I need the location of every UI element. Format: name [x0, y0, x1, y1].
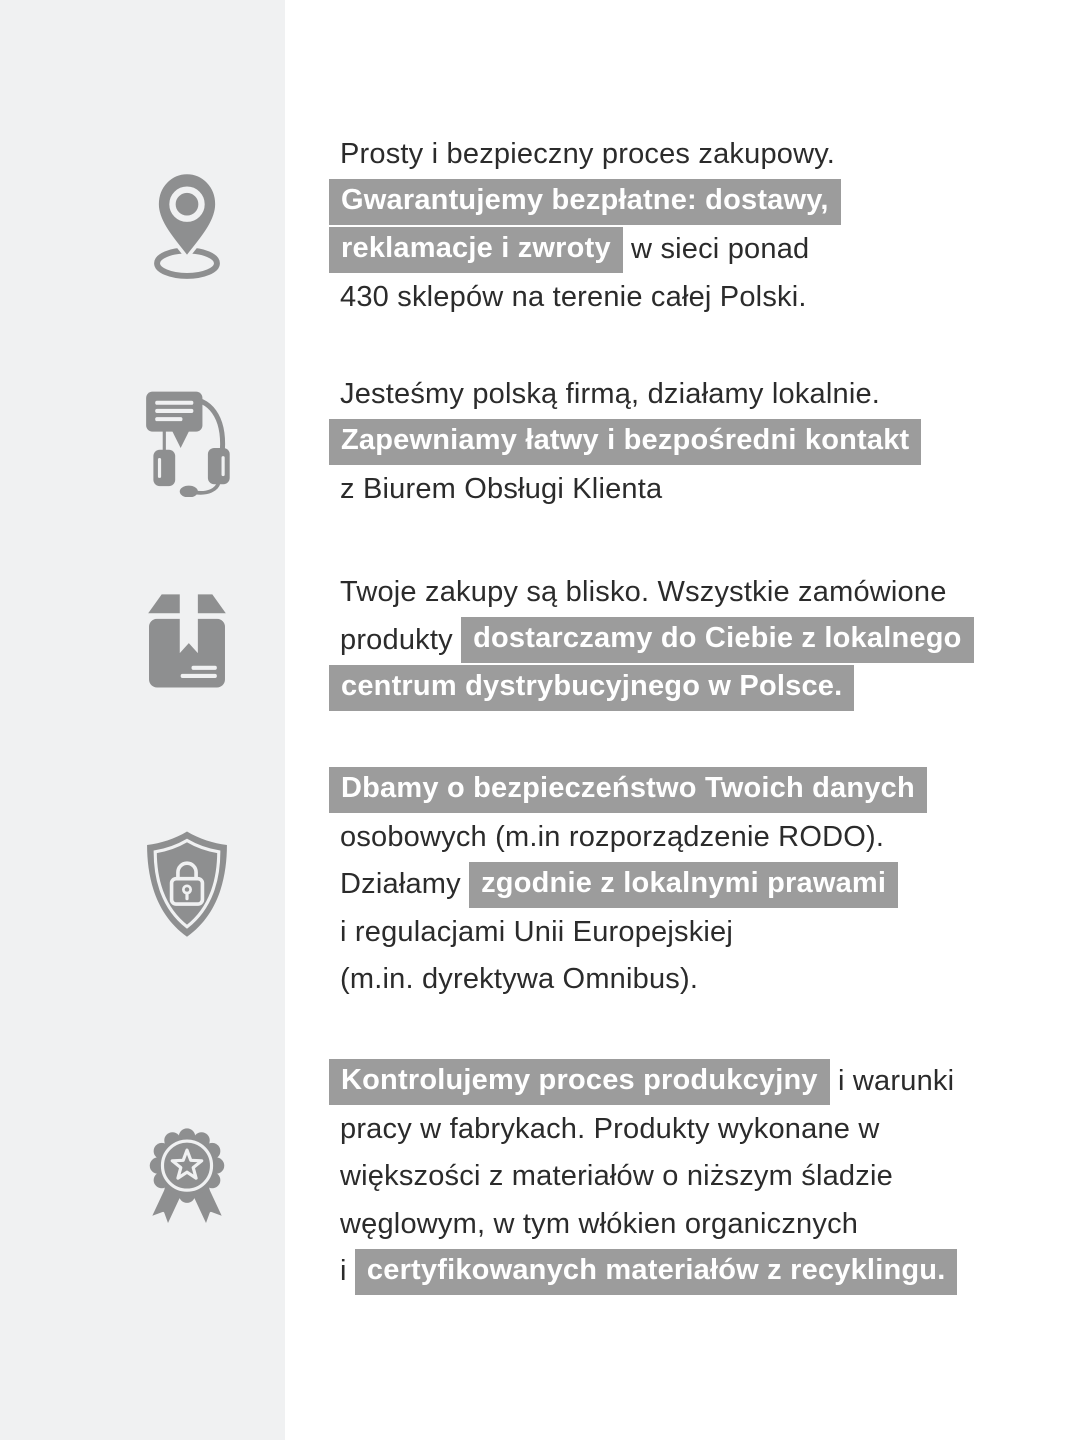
feature-text	[285, 766, 1080, 1004]
text-segment: produkty	[340, 623, 462, 656]
text-line	[340, 909, 1080, 957]
text-line	[340, 274, 1080, 322]
package-icon	[137, 588, 237, 692]
text-segment: większości z materiałów o niższym śladzie	[340, 1160, 893, 1193]
icon-cell	[0, 588, 285, 692]
feature-block-delivery	[0, 569, 1080, 712]
text-line	[340, 1153, 1080, 1201]
highlighted-text-segment: centrum dystrybucyjnego w Polsce.	[329, 665, 854, 711]
highlighted-text-segment: Kontrolujemy proces produkcyjny	[329, 1059, 830, 1105]
text-line	[340, 131, 1080, 179]
text-segment: Twoje zakupy są blisko. Wszystkie zamówione	[340, 576, 947, 609]
text-line	[340, 371, 1080, 419]
feature-text	[285, 371, 1080, 514]
highlighted-text-segment: zgodnie z lokalnymi prawami	[469, 862, 898, 908]
feature-block-stores	[0, 131, 1080, 321]
text-segment: Prosty i bezpieczny proces zakupowy.	[340, 138, 836, 171]
feature-block-privacy	[0, 766, 1080, 1004]
text-line	[340, 226, 1080, 274]
highlighted-text-segment: Zapewniamy łatwy i bezpośredni kontakt	[329, 419, 921, 465]
text-line	[340, 766, 1080, 814]
feature-block-contact	[0, 371, 1080, 514]
text-line	[340, 569, 1080, 617]
highlighted-text-segment: dostarczamy do Ciebie z lokalnego	[461, 617, 973, 663]
text-segment: 430 sklepów na terenie całej Polski.	[340, 280, 807, 313]
text-line	[340, 664, 1080, 712]
text-line	[340, 466, 1080, 514]
feature-block-production	[0, 1058, 1080, 1296]
text-segment: pracy w fabrykach. Produkty wykonane w	[340, 1112, 880, 1145]
highlighted-text-segment: Dbamy o bezpieczeństwo Twoich danych	[329, 767, 927, 813]
highlighted-text-segment: reklamacje i zwroty	[329, 227, 623, 273]
highlighted-text-segment: Gwarantujemy bezpłatne: dostawy,	[329, 179, 841, 225]
text-line	[340, 956, 1080, 1004]
text-line	[340, 861, 1080, 909]
icon-cell	[0, 167, 285, 285]
location-pin-icon	[137, 167, 237, 285]
text-line	[340, 1201, 1080, 1249]
text-segment: z Biurem Obsługi Klienta	[340, 473, 663, 506]
text-segment: i regulacjami Unii Europejskiej	[340, 915, 734, 948]
text-segment: i warunki	[829, 1065, 955, 1098]
headset-chat-icon	[137, 388, 237, 497]
text-segment: i	[340, 1255, 355, 1288]
icon-cell	[0, 1122, 285, 1231]
icon-cell	[0, 388, 285, 497]
text-line	[340, 179, 1080, 227]
text-segment: Działamy	[340, 868, 470, 901]
text-segment: osobowych (m.in rozporządzenie RODO).	[340, 820, 885, 853]
text-segment: (m.in. dyrektywa Omnibus).	[340, 963, 699, 996]
text-segment: w sieci ponad	[622, 233, 810, 266]
icon-cell	[0, 826, 285, 944]
text-line	[340, 1058, 1080, 1106]
text-segment: węglowym, w tym włókien organicznych	[340, 1207, 859, 1240]
text-line	[340, 814, 1080, 862]
highlighted-text-segment: certyfikowanych materiałów z recyklingu.	[355, 1249, 958, 1295]
award-badge-icon	[137, 1122, 237, 1231]
feature-text	[285, 1058, 1080, 1296]
text-line	[340, 419, 1080, 467]
text-line	[340, 1248, 1080, 1296]
text-line	[340, 617, 1080, 665]
feature-text	[285, 131, 1080, 321]
text-segment: Jesteśmy polską firmą, działamy lokalnie.	[340, 378, 881, 411]
feature-text	[285, 569, 1080, 712]
shield-lock-icon	[137, 826, 237, 944]
text-line	[340, 1106, 1080, 1154]
